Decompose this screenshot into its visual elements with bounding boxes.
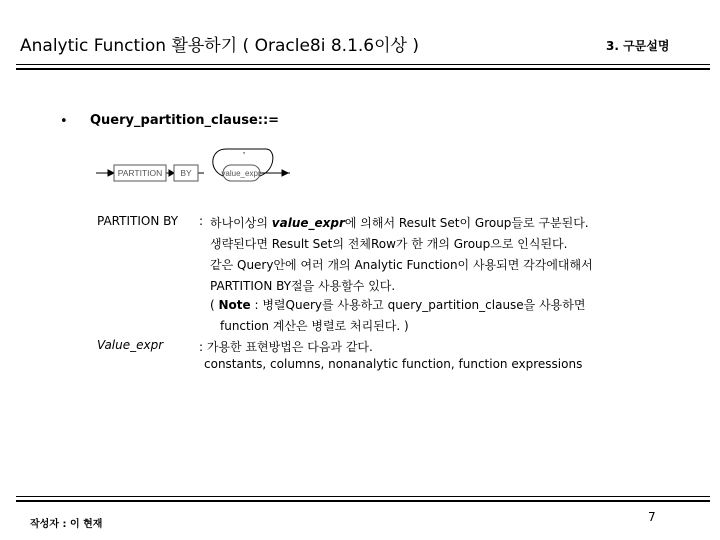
line-1-prefix: 하나이상의 xyxy=(210,216,272,230)
partition-by-line-4: PARTITION BY절을 사용할수 있다. xyxy=(210,279,396,293)
author-label: 작성자 : 이 현재 xyxy=(30,519,103,530)
by-keyword: BY xyxy=(180,168,192,178)
value-expr-emphasis: value_expr xyxy=(271,216,345,230)
note-text: : 병렬Query를 사용하고 query_partition_clause을 사용하면 xyxy=(250,298,586,312)
value-expr-line-2: constants, columns, nonanalytic function, function expressions xyxy=(204,357,583,371)
syntax-diagram xyxy=(94,143,304,189)
note-open-paren: ( xyxy=(210,298,219,312)
note-line xyxy=(210,296,585,313)
note-line-2: function 계산은 병렬로 처리된다. ) xyxy=(220,319,409,333)
clause-heading: Query_partition_clause::= xyxy=(90,113,280,128)
footer-divider-thin xyxy=(16,496,710,497)
header-divider-thin xyxy=(16,64,710,65)
value-expr-term: Value_expr xyxy=(97,338,164,352)
bullet-marker: • xyxy=(60,114,68,129)
value-expr-node: value_expr xyxy=(221,169,261,178)
comma-separator: , xyxy=(242,145,246,155)
partition-by-term: PARTITION BY xyxy=(97,214,179,228)
partition-by-colon: : xyxy=(199,214,204,228)
footer-divider-thick xyxy=(16,500,710,502)
partition-keyword: PARTITION xyxy=(117,168,163,178)
page-title: Analytic Function 활용하기 ( Oracle8i 8.1.6이상 ) xyxy=(20,36,419,56)
partition-by-line-1 xyxy=(210,214,589,231)
line-1-suffix: 에 의해서 Result Set이 Group들로 구분된다. xyxy=(344,216,589,230)
header-divider-thick xyxy=(16,68,710,70)
value-expr-line-1: : 가용한 표현방법은 다음과 같다. xyxy=(199,340,373,354)
partition-by-line-3: 같은 Query안에 여러 개의 Analytic Function이 사용되면 각각에대해서 xyxy=(210,258,593,272)
partition-by-line-2: 생략된다면 Result Set의 전체Row가 한 개의 Group으로 인식된다. xyxy=(210,237,568,251)
page-number: 7 xyxy=(648,510,656,524)
section-label: 3. 구문설명 xyxy=(606,39,670,53)
note-label: Note xyxy=(218,298,251,312)
